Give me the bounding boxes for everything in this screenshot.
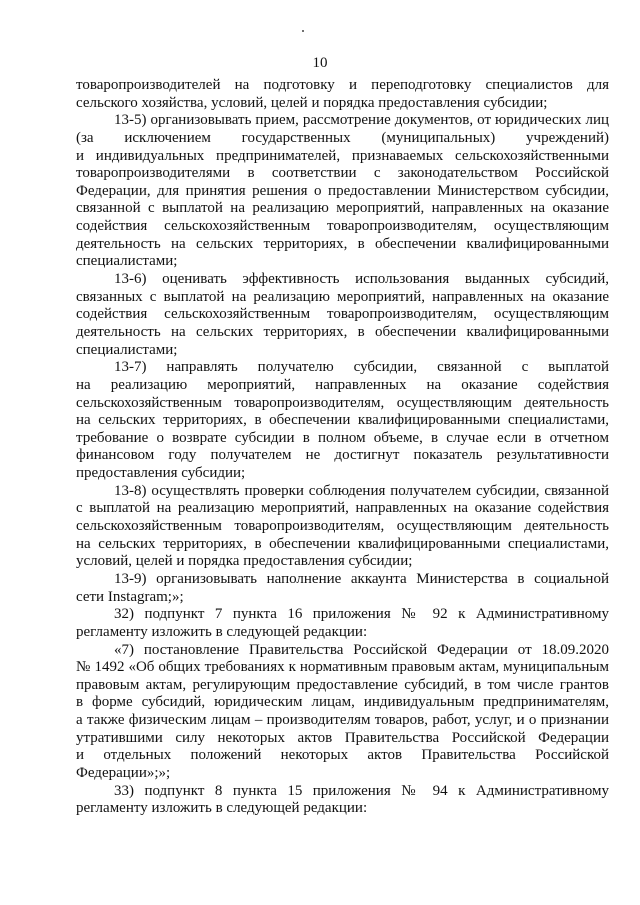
scan-artifact xyxy=(302,30,304,32)
text-line: 13-9) организовывать наполнение аккаунта Министерства в социальной xyxy=(114,570,609,587)
page-number: 10 xyxy=(312,55,328,71)
text-line: финансовом году получателем не достигнут показатель результативности xyxy=(76,447,609,464)
text-line: деятельность на сельских территориях, в обеспечении квалифицированными xyxy=(76,235,609,252)
text-line: на сельских территориях, в обеспечении квалифицированными специалистами, xyxy=(76,412,609,429)
text-line: условий, целей и порядка предоставления субсидии; xyxy=(76,553,413,570)
text-line: 33) подпункт 8 пункта 15 приложения № 94 к Административному xyxy=(114,782,609,799)
text-line: в форме субсидий, юридическим лицам, индивидуальным предпринимателям, xyxy=(76,694,609,711)
text-line: регламенту изложить в следующей редакции: xyxy=(76,623,368,640)
text-line: 13-8) осуществлять проверки соблюдения получателем субсидии, связанной xyxy=(114,482,609,499)
text-line: № 1492 «Об общих требованиях к нормативным правовым актам, муниципальным xyxy=(76,659,609,676)
text-line: «7) постановление Правительства Российской Федерации от 18.09.2020 xyxy=(114,641,609,658)
text-line: товаропроизводителями в соответствии с законодательством Российской xyxy=(76,165,609,182)
body-text xyxy=(76,77,609,818)
text-line: сети Instagram;»; xyxy=(76,588,184,605)
text-line: товаропроизводителей на подготовку и переподготовку специалистов для xyxy=(76,77,609,93)
text-line: связанной с выплатой на реализацию мероприятий, направленных на оказание xyxy=(76,200,609,217)
text-line: сельского хозяйства, условий, целей и порядка предоставления субсидии; xyxy=(76,94,548,111)
text-line: специалистами; xyxy=(76,253,178,270)
text-line: на реализацию мероприятий, направленных на оказание содействия xyxy=(76,376,609,393)
text-line: содействия сельскохозяйственным товаропроизводителям, осуществляющим xyxy=(76,306,609,323)
text-line: на сельских территориях, в обеспечении квалифицированными специалистами, xyxy=(76,535,609,552)
text-line: 13-7) направлять получателю субсидии, связанной с выплатой xyxy=(114,359,609,376)
text-line: (за исключением государственных (муниципальных) учреждений) xyxy=(76,129,609,146)
text-line: содействия сельскохозяйственным товаропроизводителям, осуществляющим xyxy=(76,218,609,235)
text-line: и индивидуальных предпринимателей, признаваемых сельскохозяйственными xyxy=(76,147,609,164)
text-line: регламенту изложить в следующей редакции: xyxy=(76,800,368,817)
text-line: правовым актам, регулирующим предоставление субсидий, в том числе грантов xyxy=(76,676,609,693)
text-line: специалистами; xyxy=(76,341,178,358)
text-line: Федерации, для принятия решения о предоставлении Министерством субсидии, xyxy=(76,182,609,199)
text-line: связанных с выплатой на реализацию мероприятий, направленных на оказание xyxy=(76,288,609,305)
text-line: деятельность на сельских территориях, в обеспечении квалифицированными xyxy=(76,323,609,340)
text-line: 13-5) организовывать прием, рассмотрение документов, от юридических лиц xyxy=(114,112,609,129)
text-line: сельскохозяйственным товаропроизводителям, осуществляющим деятельность xyxy=(76,394,609,411)
text-line: и отдельных положений некоторых актов Правительства Российской xyxy=(76,747,609,764)
text-line: а также физическим лицам – производителям товаров, работ, услуг, и о признании xyxy=(76,712,609,729)
text-line: утратившими силу некоторых актов Правительства Российской Федерации xyxy=(76,729,609,746)
text-line: 13-6) оценивать эффективность использования выданных субсидий, xyxy=(114,271,609,288)
text-line: с выплатой на реализацию мероприятий, направленных на оказание содействия xyxy=(76,500,609,517)
text-line: требование о возврате субсидии в полном объеме, в случае если в отчетном xyxy=(76,429,609,446)
text-line: предоставления субсидии; xyxy=(76,465,246,482)
text-line: сельскохозяйственным товаропроизводителям, осуществляющим деятельность xyxy=(76,518,609,535)
text-line: 32) подпункт 7 пункта 16 приложения № 92 к Административному xyxy=(114,606,609,623)
text-line: Федерации»;»; xyxy=(76,764,171,781)
